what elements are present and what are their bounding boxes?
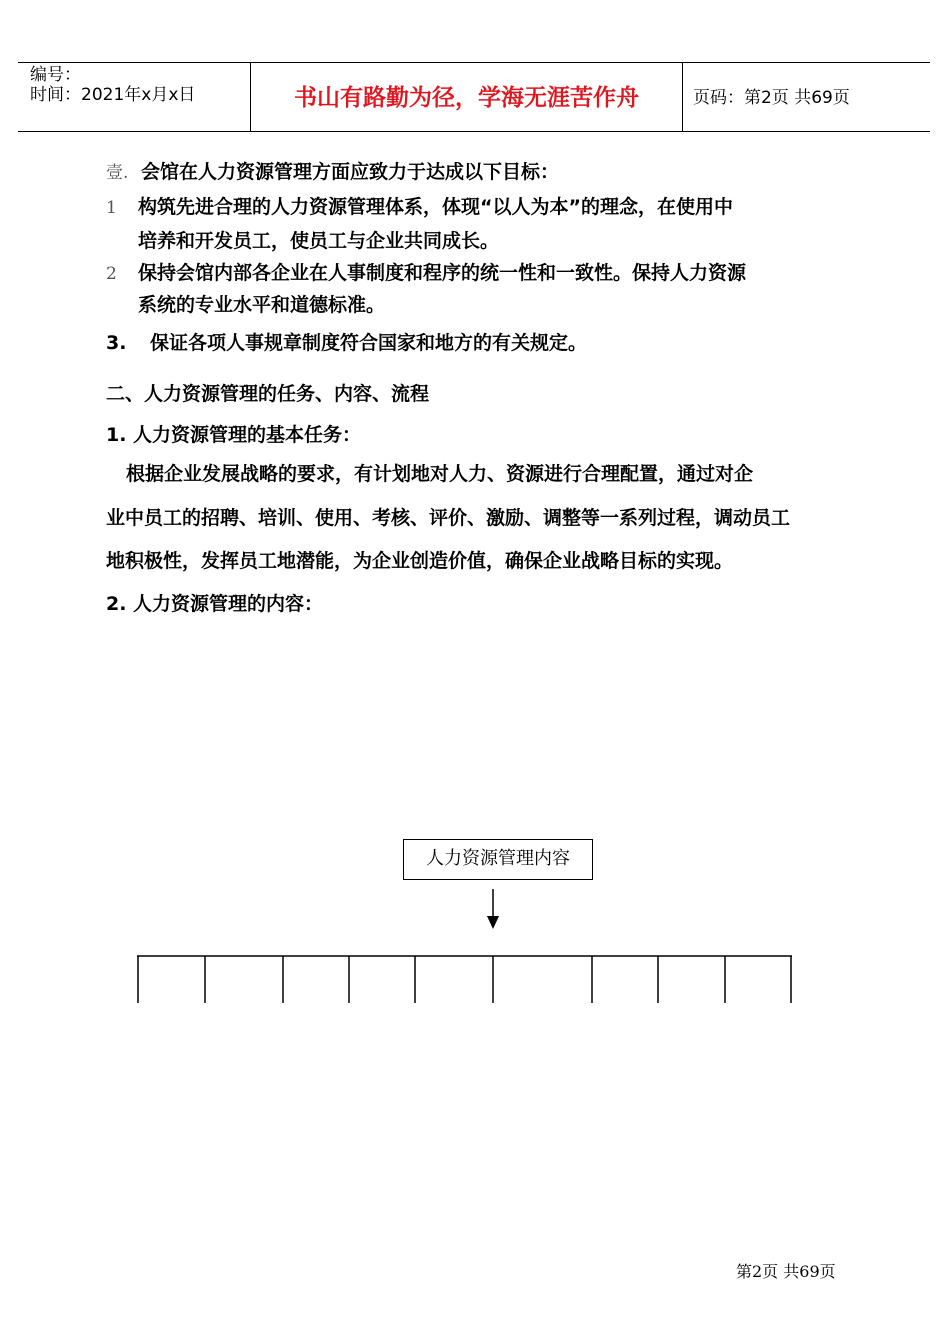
diagram-arrow-head (487, 916, 499, 929)
list-item-3 (106, 331, 587, 355)
paragraph-line-2: 业中员工的招聘、培训、使用、考核、评价、激励、调整等一系列过程，调动员工 (106, 507, 791, 529)
list-item-1-marker: 1 (106, 198, 117, 218)
list-item-1-line1 (106, 195, 733, 220)
list-item-2-line2: 系统的专业水平和道德标准。 (138, 294, 386, 316)
section2-sub1: 1. 人力资源管理的基本任务： (106, 424, 362, 446)
list-item-3-text: 保证各项人事规章制度符合国家和地方的有关规定。 (150, 332, 588, 354)
list-item-2-text: 保持会馆内部各企业在人事制度和程序的统一性和一致性。保持人力资源 (138, 262, 747, 284)
paragraph-line-3: 地积极性，发挥员工地潜能，为企业创造价值，确保企业战略目标的实现。 (106, 550, 734, 572)
header-meta-cell (18, 63, 251, 131)
page-header (18, 62, 930, 132)
footer-page-number: 第2页 共69页 (736, 1262, 836, 1281)
section2-heading: 二、人力资源管理的任务、内容、流程 (106, 383, 430, 405)
list-item-3-marker: 3. (106, 332, 127, 354)
list-item-1-text: 构筑先进合理的人力资源管理体系，体现“以人为本”的理念，在使用中 (138, 196, 733, 218)
header-motto-cell (251, 63, 683, 131)
list-item-2-line1 (106, 261, 746, 286)
header-pager-cell (683, 63, 930, 131)
section1-heading (106, 160, 559, 185)
header-page-number: 页码：第2页 共69页 (693, 88, 850, 108)
diagram-root-node: 人力资源管理内容 (403, 839, 593, 880)
header-motto: 书山有路勤为径，学海无涯苦作舟 (294, 85, 639, 111)
date-label: 时间：2021年x月x日 (30, 85, 196, 105)
list-item-2-marker: 2 (106, 264, 117, 284)
serial-number-label: 编号： (30, 65, 81, 85)
section1-heading-text: 会馆在人力资源管理方面应致力于达成以下目标： (141, 161, 560, 183)
list-item-1-line2: 培养和开发员工，使员工与企业共同成长。 (138, 230, 500, 252)
paragraph-line-1: 根据企业发展战略的要求，有计划地对人力、资源进行合理配置，通过对企 (126, 463, 754, 485)
section2-sub2: 2. 人力资源管理的内容： (106, 593, 324, 615)
section1-heading-marker: 壹. (106, 163, 129, 183)
